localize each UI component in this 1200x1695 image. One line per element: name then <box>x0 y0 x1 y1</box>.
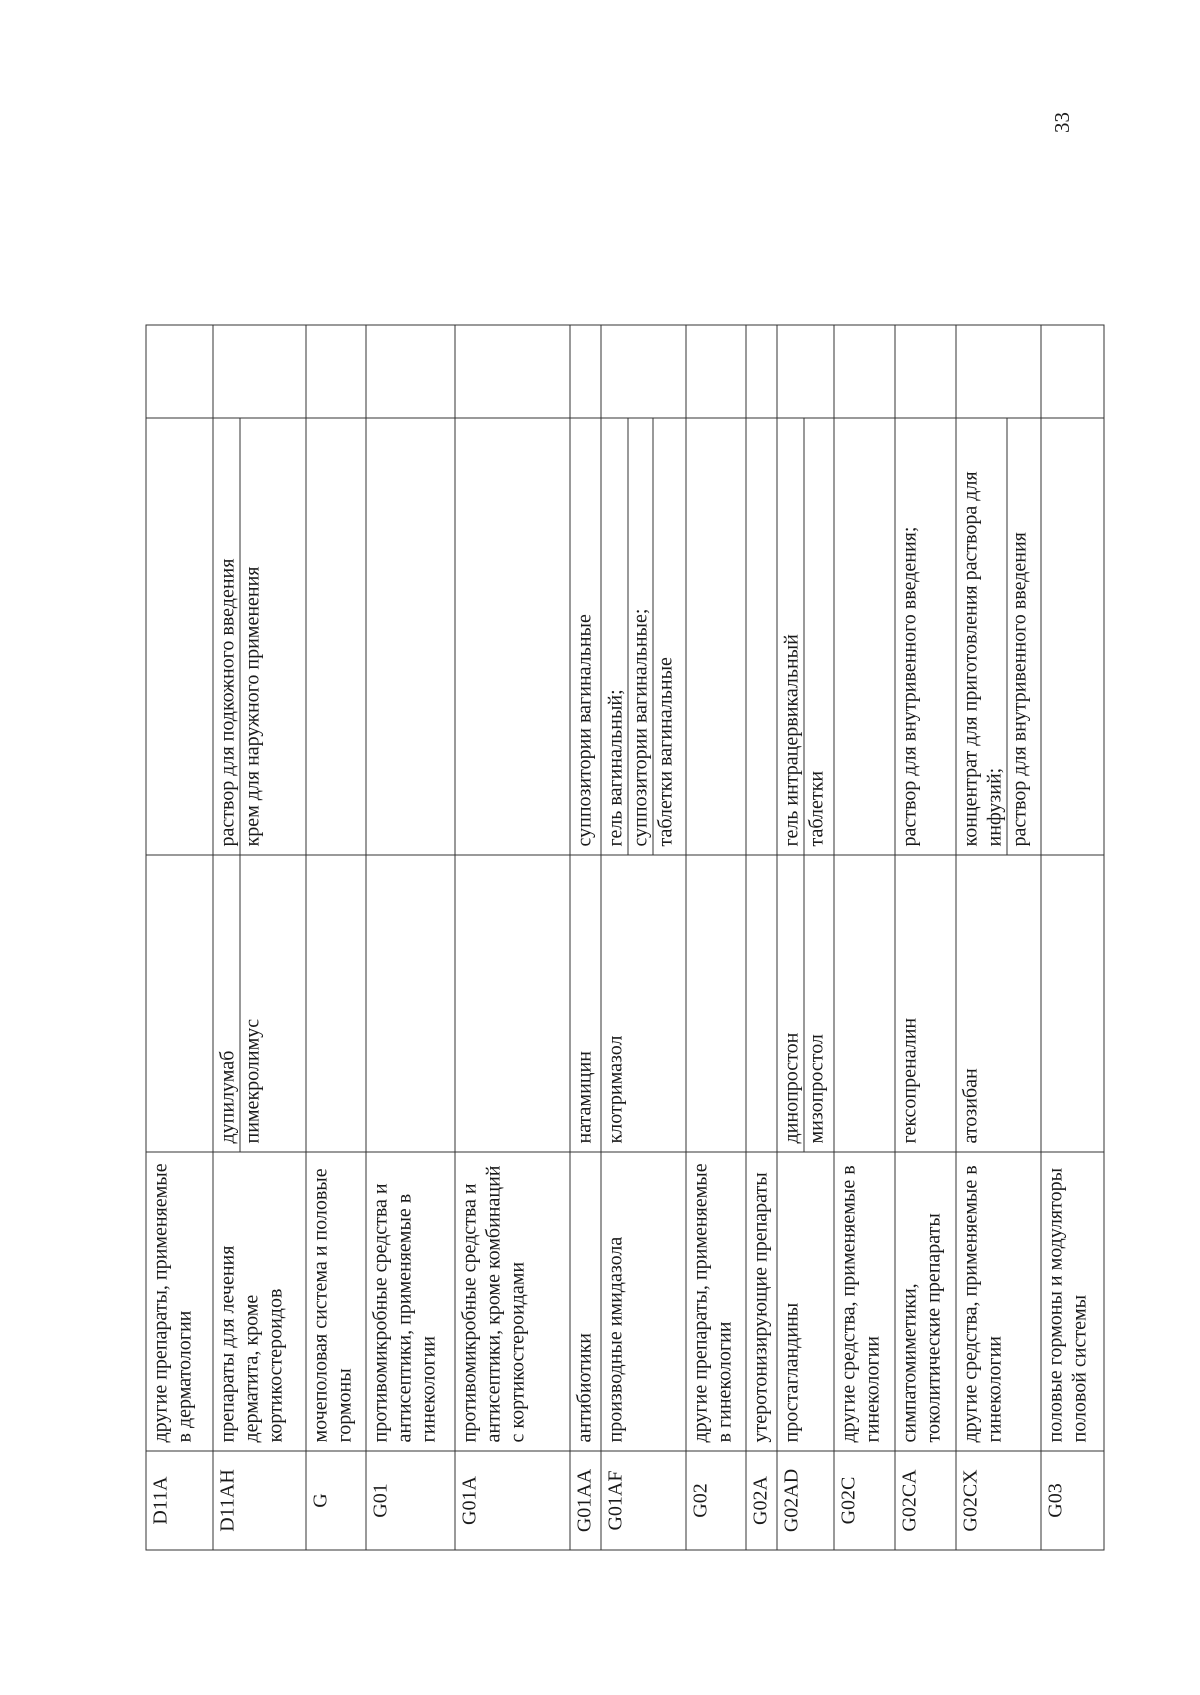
group-name-cell: антибиотики <box>570 1152 601 1451</box>
dosage-form: раствор для внутривенного введения; <box>898 526 920 846</box>
empty-cell <box>956 325 1041 418</box>
table-row <box>777 325 834 1550</box>
table-body <box>146 325 1104 1550</box>
table-row <box>146 325 213 1550</box>
drug-name-cell <box>570 855 601 1152</box>
drug-name: клотримазол <box>604 1034 626 1143</box>
drug-name-cell <box>956 855 1041 1152</box>
atc-code-cell: G02 <box>686 1451 746 1550</box>
drug-name-cell <box>213 855 306 1152</box>
group-name-cell: мочеполовая система и половые гормоны <box>306 1152 366 1451</box>
dosage-form: суппозитории вагинальные <box>573 613 595 846</box>
empty-cell <box>366 325 455 418</box>
drug-name-cell <box>601 855 686 1152</box>
drug-name: гексопреналин <box>898 1017 920 1143</box>
dosage-form: гель вагинальный; <box>604 688 626 846</box>
group-name-cell: другие препараты, применяемые в гинекологии <box>686 1152 746 1451</box>
empty-cell <box>777 325 834 418</box>
table-row <box>746 325 777 1550</box>
table-row <box>570 325 601 1550</box>
group-name-cell: препараты для лечения дерматита, кроме кортикостероидов <box>213 1152 306 1451</box>
dosage-form-cell <box>213 418 306 855</box>
table-row <box>834 325 895 1550</box>
table-row <box>366 325 455 1550</box>
drug-name: пимекролимус <box>239 855 264 1151</box>
dosage-form-cell <box>146 418 213 855</box>
dosage-form-cell <box>455 418 570 855</box>
empty-cell <box>601 325 686 418</box>
dosage-form: раствор для внутривенного введения <box>1006 418 1031 854</box>
dosage-form-cell <box>956 418 1041 855</box>
drug-name: дупилумаб <box>216 1050 238 1143</box>
dosage-form: гель интрацервикальный <box>780 633 802 846</box>
atc-code-cell: G01 <box>366 1451 455 1550</box>
group-name-cell: утеротонизирующие препараты <box>746 1152 777 1451</box>
group-name-cell: другие препараты, применяемые в дерматологии <box>146 1152 213 1451</box>
atc-code-cell: D11A <box>146 1451 213 1550</box>
drug-name-cell <box>1041 855 1104 1152</box>
atc-code-cell: G01A <box>455 1451 570 1550</box>
table-row <box>686 325 746 1550</box>
empty-cell <box>746 325 777 418</box>
empty-cell <box>455 325 570 418</box>
table-row <box>1041 325 1104 1550</box>
empty-cell <box>213 325 306 418</box>
atc-code-cell: G03 <box>1041 1451 1104 1550</box>
atc-code-cell: G02A <box>746 1451 777 1550</box>
table-row <box>455 325 570 1550</box>
empty-cell <box>146 325 213 418</box>
group-name-cell: другие средства, применяемые в гинекологии <box>834 1152 895 1451</box>
table-viewport <box>145 410 1090 1550</box>
empty-cell <box>686 325 746 418</box>
dosage-form: раствор для подкожного введения <box>216 558 238 846</box>
dosage-form-cell <box>1041 418 1104 855</box>
drug-name-cell <box>306 855 366 1152</box>
atc-code-cell: G <box>306 1451 366 1550</box>
drug-name-cell <box>895 855 956 1152</box>
drug-name-cell <box>455 855 570 1152</box>
drug-name: мизопростол <box>803 855 828 1151</box>
atc-code-cell: G02CX <box>956 1451 1041 1550</box>
dosage-form-cell <box>686 418 746 855</box>
dosage-form-cell <box>746 418 777 855</box>
dosage-form-cell <box>601 418 686 855</box>
empty-cell <box>895 325 956 418</box>
drug-name-cell <box>146 855 213 1152</box>
dosage-form-cell <box>570 418 601 855</box>
drug-name-cell <box>686 855 746 1152</box>
empty-cell <box>1041 325 1104 418</box>
table-row <box>601 325 686 1550</box>
dosage-form: крем для наружного применения <box>239 418 264 854</box>
drug-name-cell <box>366 855 455 1152</box>
empty-cell <box>834 325 895 418</box>
dosage-form-cell <box>306 418 366 855</box>
group-name-cell: производные имидазола <box>601 1152 686 1451</box>
drug-name-cell <box>834 855 895 1152</box>
group-name-cell: половые гормоны и модуляторы половой системы <box>1041 1152 1104 1451</box>
dosage-form-cell <box>366 418 455 855</box>
drug-name-cell <box>777 855 834 1152</box>
drug-classification-table <box>145 324 1104 1550</box>
dosage-form-cell <box>777 418 834 855</box>
atc-code-cell: G01AF <box>601 1451 686 1550</box>
table-row <box>956 325 1041 1550</box>
dosage-form-cell <box>834 418 895 855</box>
page-number: 33 <box>1050 112 1074 133</box>
drug-name: динопростон <box>780 1032 802 1143</box>
drug-name: натамицин <box>573 1050 595 1143</box>
table-row <box>306 325 366 1550</box>
table-row <box>213 325 306 1550</box>
atc-code-cell: G02CA <box>895 1451 956 1550</box>
empty-cell <box>306 325 366 418</box>
empty-cell <box>570 325 601 418</box>
group-name-cell: противомикробные средства и антисептики, применяемые в гинекологии <box>366 1152 455 1451</box>
atc-code-cell: G02AD <box>777 1451 834 1550</box>
group-name-cell: противомикробные средства и антисептики, кроме комбинаций с кортикостероидами <box>455 1152 570 1451</box>
table-row <box>895 325 956 1550</box>
atc-code-cell: D11AH <box>213 1451 306 1550</box>
dosage-form: таблетки вагинальные <box>652 418 677 854</box>
group-name-cell: симпатомиметики, токолитические препараты <box>895 1152 956 1451</box>
atc-code-cell: G01AA <box>570 1451 601 1550</box>
drug-name-cell <box>746 855 777 1152</box>
group-name-cell: простагландины <box>777 1152 834 1451</box>
dosage-form: таблетки <box>803 418 828 854</box>
group-name-cell: другие средства, применяемые в гинекологии <box>956 1152 1041 1451</box>
dosage-form: концентрат для приготовления раствора для инфузий; <box>959 470 1005 846</box>
drug-table-container <box>145 410 1090 1550</box>
drug-name: атозибан <box>959 1067 981 1143</box>
atc-code-cell: G02C <box>834 1451 895 1550</box>
dosage-form-cell <box>895 418 956 855</box>
dosage-form: суппозитории вагинальные; <box>627 418 652 854</box>
